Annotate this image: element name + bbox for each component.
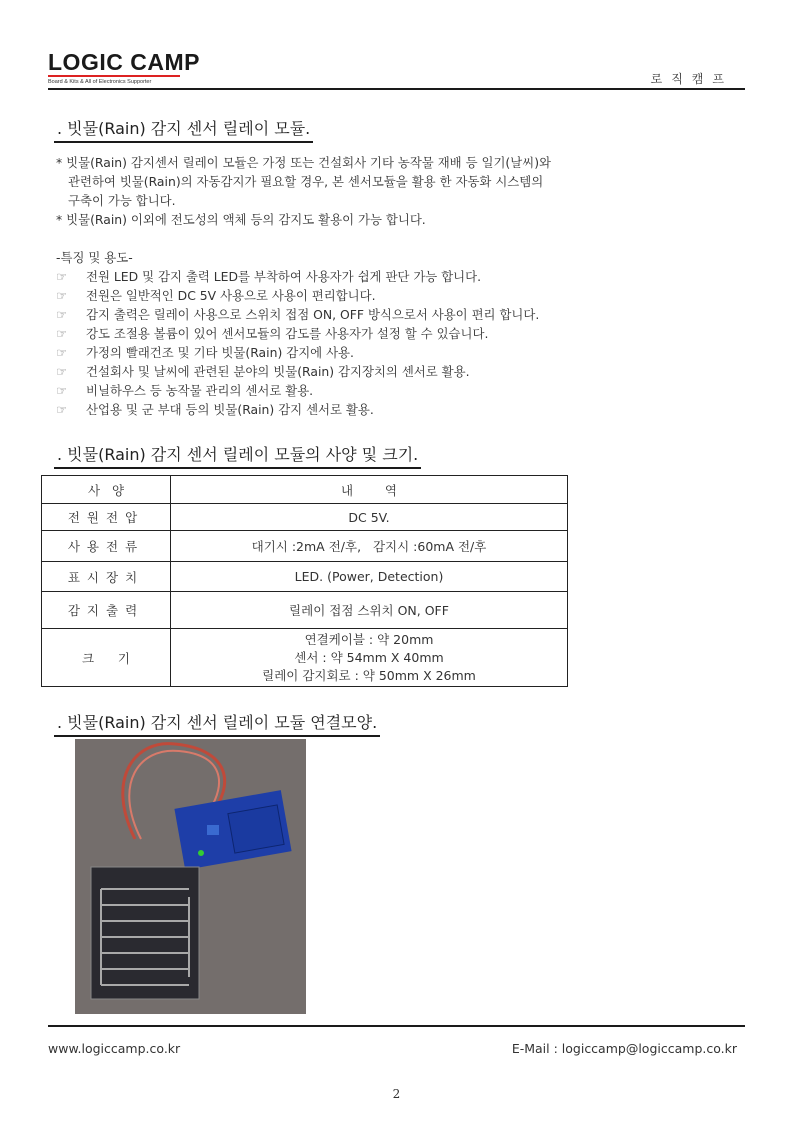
- list-item: ☞ 전원 LED 및 감지 출력 LED를 부착하여 사용자가 쉽게 판단 가능 합니다.: [56, 269, 482, 284]
- size-line: 센서 : 약 54mm X 40mm: [294, 649, 444, 665]
- size-line: 연결케이블 : 약 20mm: [304, 631, 434, 647]
- page-number: 2: [392, 1087, 401, 1101]
- list-item: ☞ 전원은 일반적인 DC 5V 사용으로 사용이 편리합니다.: [56, 288, 376, 303]
- module-photo: [75, 739, 306, 1014]
- intro-text: [56, 153, 551, 229]
- pointing-hand-icon: ☞: [56, 402, 68, 417]
- size-line: 릴레이 감지회로 : 약 50mm X 26mm: [262, 667, 476, 683]
- table-row: [42, 562, 568, 592]
- spec-table: [41, 475, 568, 687]
- website-link[interactable]: www.logiccamp.co.kr: [48, 1041, 181, 1056]
- table-row: [42, 629, 568, 687]
- section-title-connection: . 빗물(Rain) 감지 센서 릴레이 모듈 연결모양.: [57, 710, 377, 733]
- pointing-hand-icon: ☞: [56, 269, 68, 284]
- spec-key: 표시장치: [42, 562, 171, 592]
- table-header-cell: 사 양: [42, 476, 171, 504]
- list-item: ☞ 가정의 빨래건조 및 기타 빗물(Rain) 감지에 사용.: [56, 345, 354, 360]
- spec-key: 크 기: [42, 629, 171, 687]
- list-item: ☞ 강도 조절용 볼륨이 있어 센서모듈의 감도를 사용자가 설정 할 수 있습니다.: [56, 326, 489, 341]
- module-photo-illustration: [75, 739, 306, 1014]
- spec-value: 대기시 :2mA 전/후, 감지시 :60mA 전/후: [171, 531, 568, 562]
- spec-key: 전원전압: [42, 504, 171, 531]
- features-heading: -특징 및 용도-: [56, 250, 133, 265]
- features-list: [56, 248, 539, 419]
- list-item: ☞ 건설회사 및 날씨에 관련된 분야의 빗물(Rain) 감지장치의 센서로 활용.: [56, 364, 470, 379]
- spec-key: 감지출력: [42, 592, 171, 629]
- header-divider: [48, 88, 745, 90]
- footer-divider: [48, 1025, 745, 1027]
- table-row: [42, 504, 568, 531]
- logo-tagline: Board & Kits & All of Electronics Supporter: [48, 79, 152, 85]
- spec-value: LED. (Power, Detection): [171, 562, 568, 592]
- logo-text: LOGIC CAMP: [48, 49, 200, 75]
- email-link[interactable]: E-Mail : logiccamp@logiccamp.co.kr: [511, 1041, 737, 1056]
- spec-value: DC 5V.: [171, 504, 568, 531]
- table-header-row: [42, 476, 568, 504]
- pointing-hand-icon: ☞: [56, 383, 68, 398]
- spec-key: 사용전류: [42, 531, 171, 562]
- logo: [48, 50, 200, 85]
- list-item: ☞ 산업용 및 군 부대 등의 빗물(Rain) 감지 센서로 활용.: [56, 402, 374, 417]
- table-row: [42, 531, 568, 562]
- intro-line: 구축이 가능 합니다.: [68, 193, 176, 208]
- section-title-spec: . 빗물(Rain) 감지 센서 릴레이 모듈의 사양 및 크기.: [57, 442, 418, 465]
- section-title-overview: . 빗물(Rain) 감지 센서 릴레이 모듈.: [57, 116, 310, 139]
- header-company-name: 로직캠프: [650, 72, 733, 86]
- list-item: ☞ 감지 출력은 릴레이 사용으로 스위치 접점 ON, OFF 방식으로서 사용이 편리 합니다.: [56, 307, 540, 322]
- spec-value: 릴레이 접점 스위치 ON, OFF: [171, 592, 568, 629]
- logo-underline: [48, 75, 180, 77]
- pointing-hand-icon: ☞: [56, 345, 68, 360]
- list-item: ☞ 비닐하우스 등 농작물 관리의 센서로 활용.: [56, 383, 314, 398]
- intro-line: 관련하여 빗물(Rain)의 자동감지가 필요할 경우, 본 센서모듈을 활용 한 자동화 시스템의: [68, 174, 544, 189]
- intro-line: * 빗물(Rain) 이외에 전도성의 액체 등의 감지도 활용이 가능 합니다.: [56, 212, 426, 227]
- table-header-cell: 내 역: [171, 476, 568, 504]
- pointing-hand-icon: ☞: [56, 364, 68, 379]
- intro-line: * 빗물(Rain) 감지센서 릴레이 모듈은 가정 또는 건설회사 기타 농작물 재배 등 일기(날씨)와: [56, 155, 552, 170]
- pointing-hand-icon: ☞: [56, 288, 68, 303]
- table-row: [42, 592, 568, 629]
- pointing-hand-icon: ☞: [56, 307, 68, 322]
- pointing-hand-icon: ☞: [56, 326, 68, 341]
- spec-value: [171, 629, 568, 687]
